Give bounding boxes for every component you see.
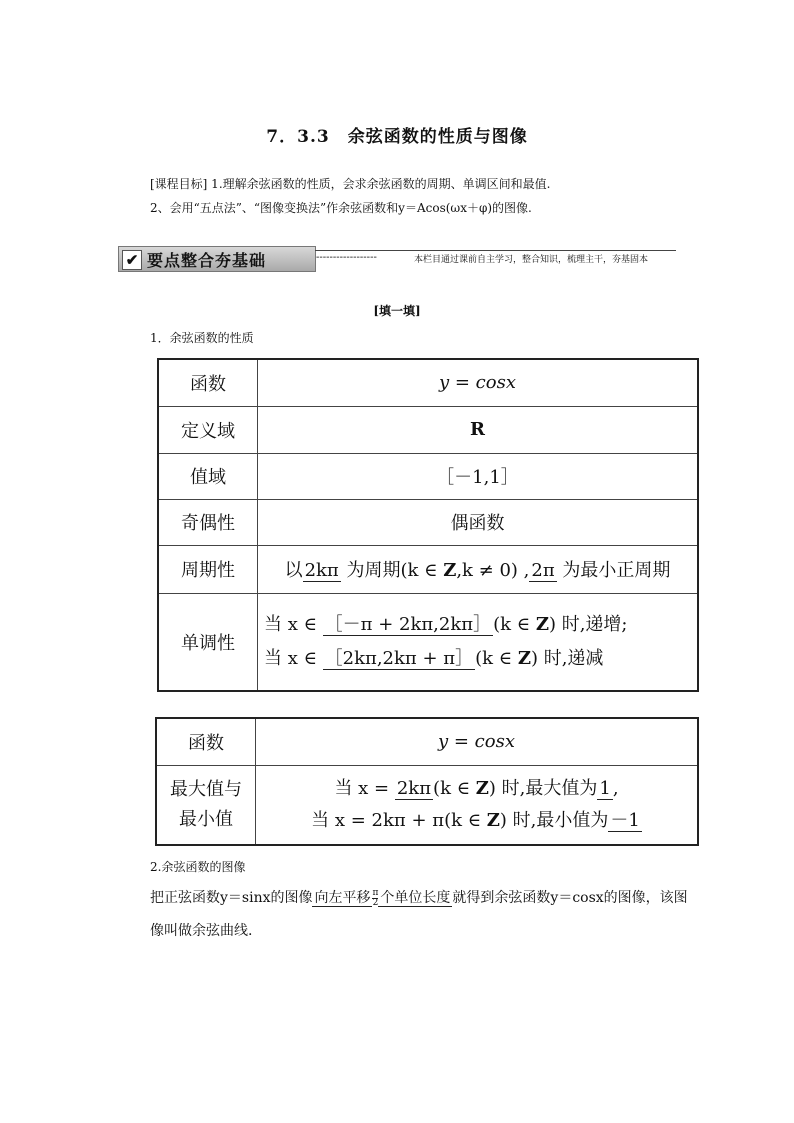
- cell-label: 周期性: [158, 545, 258, 593]
- blank-answer: 2kπ: [304, 560, 339, 581]
- section-band-dashes: ------------------: [316, 252, 377, 263]
- section-band-note: 本栏目通过课前自主学习，整合知识，梳理主干，夯基固本: [414, 255, 649, 265]
- extrema-line-2: [256, 805, 697, 837]
- monotonic-line-2: [264, 642, 697, 676]
- cell-label: 函数: [158, 359, 258, 406]
- text-part: (k ∈: [493, 613, 536, 635]
- course-goal-line-1: [课程目标] 1.理解余弦函数的性质，会求余弦函数的周期、单调区间和最值.: [150, 177, 551, 191]
- check-icon: ✔: [122, 250, 142, 270]
- table-row: [156, 765, 698, 845]
- blank-answer: 向左平移: [314, 890, 371, 906]
- text-part: 为周期(k ∈: [340, 560, 444, 581]
- text-part: (k ∈: [433, 777, 476, 799]
- cell-value: y = cosx: [258, 359, 699, 406]
- text-part: 当 x = 2kπ + π(k ∈: [311, 809, 487, 831]
- table-row: [158, 453, 698, 499]
- cosine-extrema-table: [155, 717, 699, 846]
- set-z: Z: [475, 777, 489, 799]
- text-part: ,k ≠ 0) ,: [456, 560, 530, 581]
- text-part: ) 时,最小值为: [499, 809, 609, 831]
- table-row: [158, 593, 698, 691]
- text-part: 把正弦函数y＝sinx的图像: [150, 890, 313, 906]
- text-part: (k ∈: [475, 647, 518, 669]
- blank-answer: 2π: [531, 560, 555, 581]
- cell-label: 定义域: [158, 406, 258, 453]
- fraction-denominator: 2: [372, 897, 379, 908]
- blank-answer: ［－π + 2kπ,2kπ］: [324, 613, 492, 635]
- cell-label: [156, 765, 256, 845]
- label-line-1: 最大值与: [170, 778, 242, 800]
- page-title: 7．3.3 余弦函数的性质与图像: [266, 127, 528, 147]
- cell-label: 函数: [156, 718, 256, 765]
- text-part: 当 x ∈: [264, 647, 323, 669]
- text-part: 就得到余弦函数y＝cosx的图像，该图: [452, 890, 688, 906]
- cell-value: [258, 545, 699, 593]
- table-row: [158, 406, 698, 453]
- section-band-label: 要点整合夯基础: [147, 251, 267, 270]
- cell-value: [256, 765, 699, 845]
- text-part: 当 x ∈: [264, 613, 323, 635]
- text-part: 为最小正周期: [556, 560, 671, 581]
- section-band-rule: [315, 250, 676, 251]
- cell-value: ［－1,1］: [258, 453, 699, 499]
- text-part: 以: [284, 560, 303, 581]
- blank-answer: 2kπ: [396, 777, 432, 799]
- set-z: Z: [486, 809, 500, 831]
- paragraph-line-2: 像叫做余弦曲线.: [150, 923, 253, 939]
- cell-label: 奇偶性: [158, 499, 258, 545]
- set-z: Z: [517, 647, 531, 669]
- blank-answer: 个单位长度: [380, 890, 451, 906]
- cell-value: y = cosx: [256, 718, 699, 765]
- fraction-numerator: π: [372, 887, 379, 898]
- table-row: [158, 359, 698, 406]
- subsection-1-heading: 1．余弦函数的性质: [150, 331, 254, 345]
- cell-value: 偶函数: [258, 499, 699, 545]
- cell-value: R: [258, 406, 699, 453]
- section-band: [118, 244, 676, 274]
- text-part: ) 时,递增;: [548, 613, 628, 635]
- table-row: [158, 499, 698, 545]
- cell-label: 值域: [158, 453, 258, 499]
- table-row: [158, 545, 698, 593]
- text-part: ) 时,最大值为: [488, 777, 598, 799]
- text-part: ,: [612, 777, 619, 799]
- cell-value: [258, 593, 699, 691]
- blank-answer: ［2kπ,2kπ + π］: [324, 647, 474, 669]
- blank-answer: －1: [610, 809, 640, 831]
- cosine-properties-table: [157, 358, 699, 692]
- monotonic-line-1: [264, 608, 697, 642]
- extrema-line-1: [256, 773, 697, 805]
- section-band-box: [118, 246, 316, 272]
- cell-label: 单调性: [158, 593, 258, 691]
- set-z: Z: [443, 560, 457, 581]
- course-goal-line-2: 2、会用“五点法”、“图像变换法”作余弦函数和y＝Acos(ωx＋φ)的图像.: [150, 201, 532, 215]
- paragraph-line-1: [150, 887, 688, 908]
- label-line-2: 最小值: [179, 808, 233, 830]
- blank-answer: 1: [599, 777, 611, 799]
- fill-heading: [填一填]: [373, 304, 421, 318]
- text-part: ) 时,递减: [530, 647, 604, 669]
- set-z: Z: [535, 613, 549, 635]
- subsection-2-heading: 2.余弦函数的图像: [150, 860, 246, 874]
- table-row: [156, 718, 698, 765]
- text-part: 当 x =: [334, 777, 395, 799]
